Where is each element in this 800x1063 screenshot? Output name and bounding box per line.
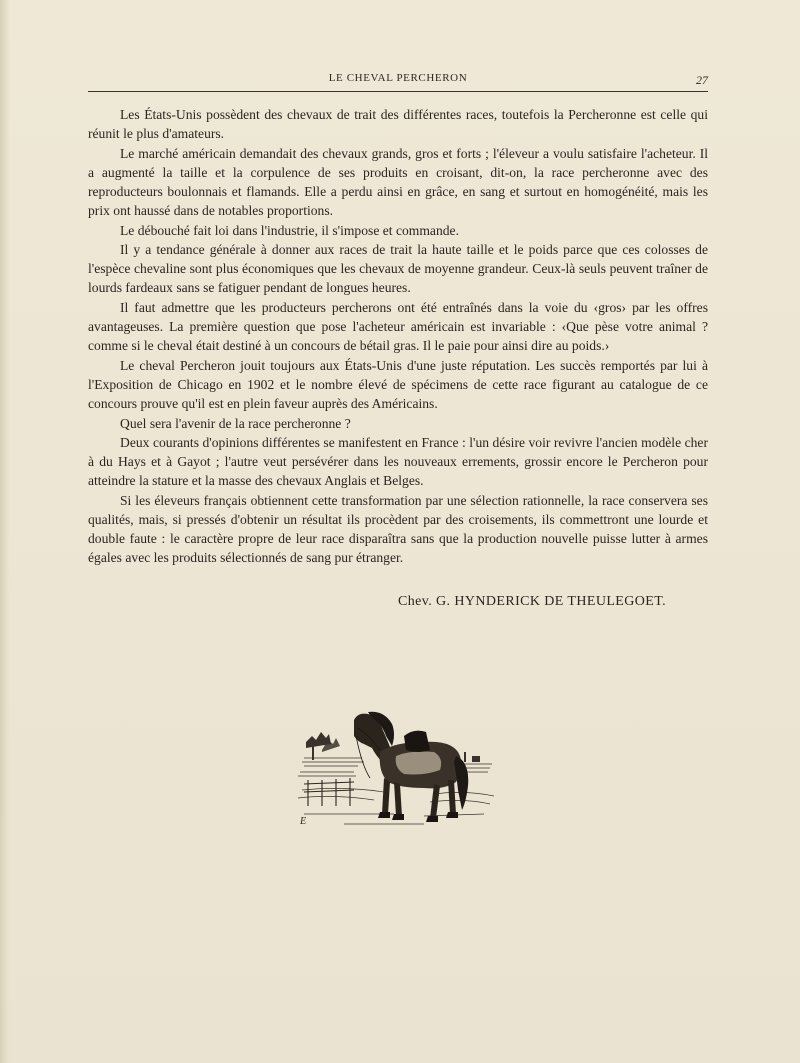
paragraph: Deux courants d'opinions différentes se manifestent en France : l'un désire voir revivre l'ancien modèle cher à du Hays et à Gayot ; l'autre veut persévérer dans les nouveaux errements, grossir encore le Percheron pour atteindre la stature et la masse des chevaux Anglais et Belges. xyxy=(88,435,708,489)
engraver-monogram: E xyxy=(300,816,307,827)
page-header xyxy=(88,72,708,90)
paragraph: Si les éleveurs français obtiennent cette transformation par une sélection rationnelle, la race conservera ses qualités, mais, si pressés d'obtenir un résultat ils procèdent par des croisements, ils commettront une lourde et double faute : le caractère propre de leur race disparaîtra sans que la production nouvelle puisse lutter à armes égales avec les produits sélectionnés de sang pur étranger. xyxy=(88,492,708,566)
paragraph: Quel sera l'avenir de la race percheronne ? xyxy=(120,415,351,431)
running-title: LE CHEVAL PERCHERON xyxy=(328,72,468,84)
page-binding-edge xyxy=(0,0,10,1063)
header-rule xyxy=(88,91,708,92)
paragraph: Il faut admettre que les producteurs percherons ont été entraînés dans la voie du ‹gros› par les offres avantageuses. La première question que pose l'acheteur américain est invariable : ‹Que pèse votre animal ? comme si le cheval était destiné à un concours de bétail gras. Il le paie pour ainsi dire au poids.› xyxy=(88,299,708,354)
paragraph: Le débouché fait loi dans l'industrie, il s'impose et commande. xyxy=(120,222,459,238)
paragraph: Les États-Unis possèdent des chevaux de trait des différentes races, toutefois la Percheronne est celle qui réunit le plus d'amateurs. xyxy=(88,107,708,142)
paragraph: Le cheval Percheron jouit toujours aux États-Unis d'une juste réputation. Les succès remportés par lui à l'Exposition de Chicago en 1902 et le nombre élevé de spécimens de cette race figurant au catalogue de ce concours prouve qu'il est en plein faveur auprès des Américains. xyxy=(88,357,708,411)
article-body xyxy=(88,105,708,568)
author-signature: Chev. G. HYNDERICK DE THEULEGOET. xyxy=(398,594,667,609)
horse-engraving-icon xyxy=(284,706,500,832)
page-number: 27 xyxy=(696,73,708,87)
paragraph: Il y a tendance générale à donner aux races de trait la haute taille et le poids parce que ces colosses de l'espèce chevaline sont plus économiques que les chevaux de moyenne grandeur. Ceux-là seuls peuvent traîner de lourds fardeaux sans se fatiguer pendant de longues heures. xyxy=(88,242,708,296)
paragraph: Le marché américain demandait des chevaux grands, gros et forts ; l'éleveur a voulu satisfaire l'acheteur. Il a augmenté la taille et la corpulence de ses produits en croisant, dit-on, la race percheronne avec des reproducteurs boulonnais et flamands. Elle a perdu ainsi en grâce, en sang et surtout en homogénéité, mais les prix ont haussé dans de notables proportions. xyxy=(88,145,708,218)
